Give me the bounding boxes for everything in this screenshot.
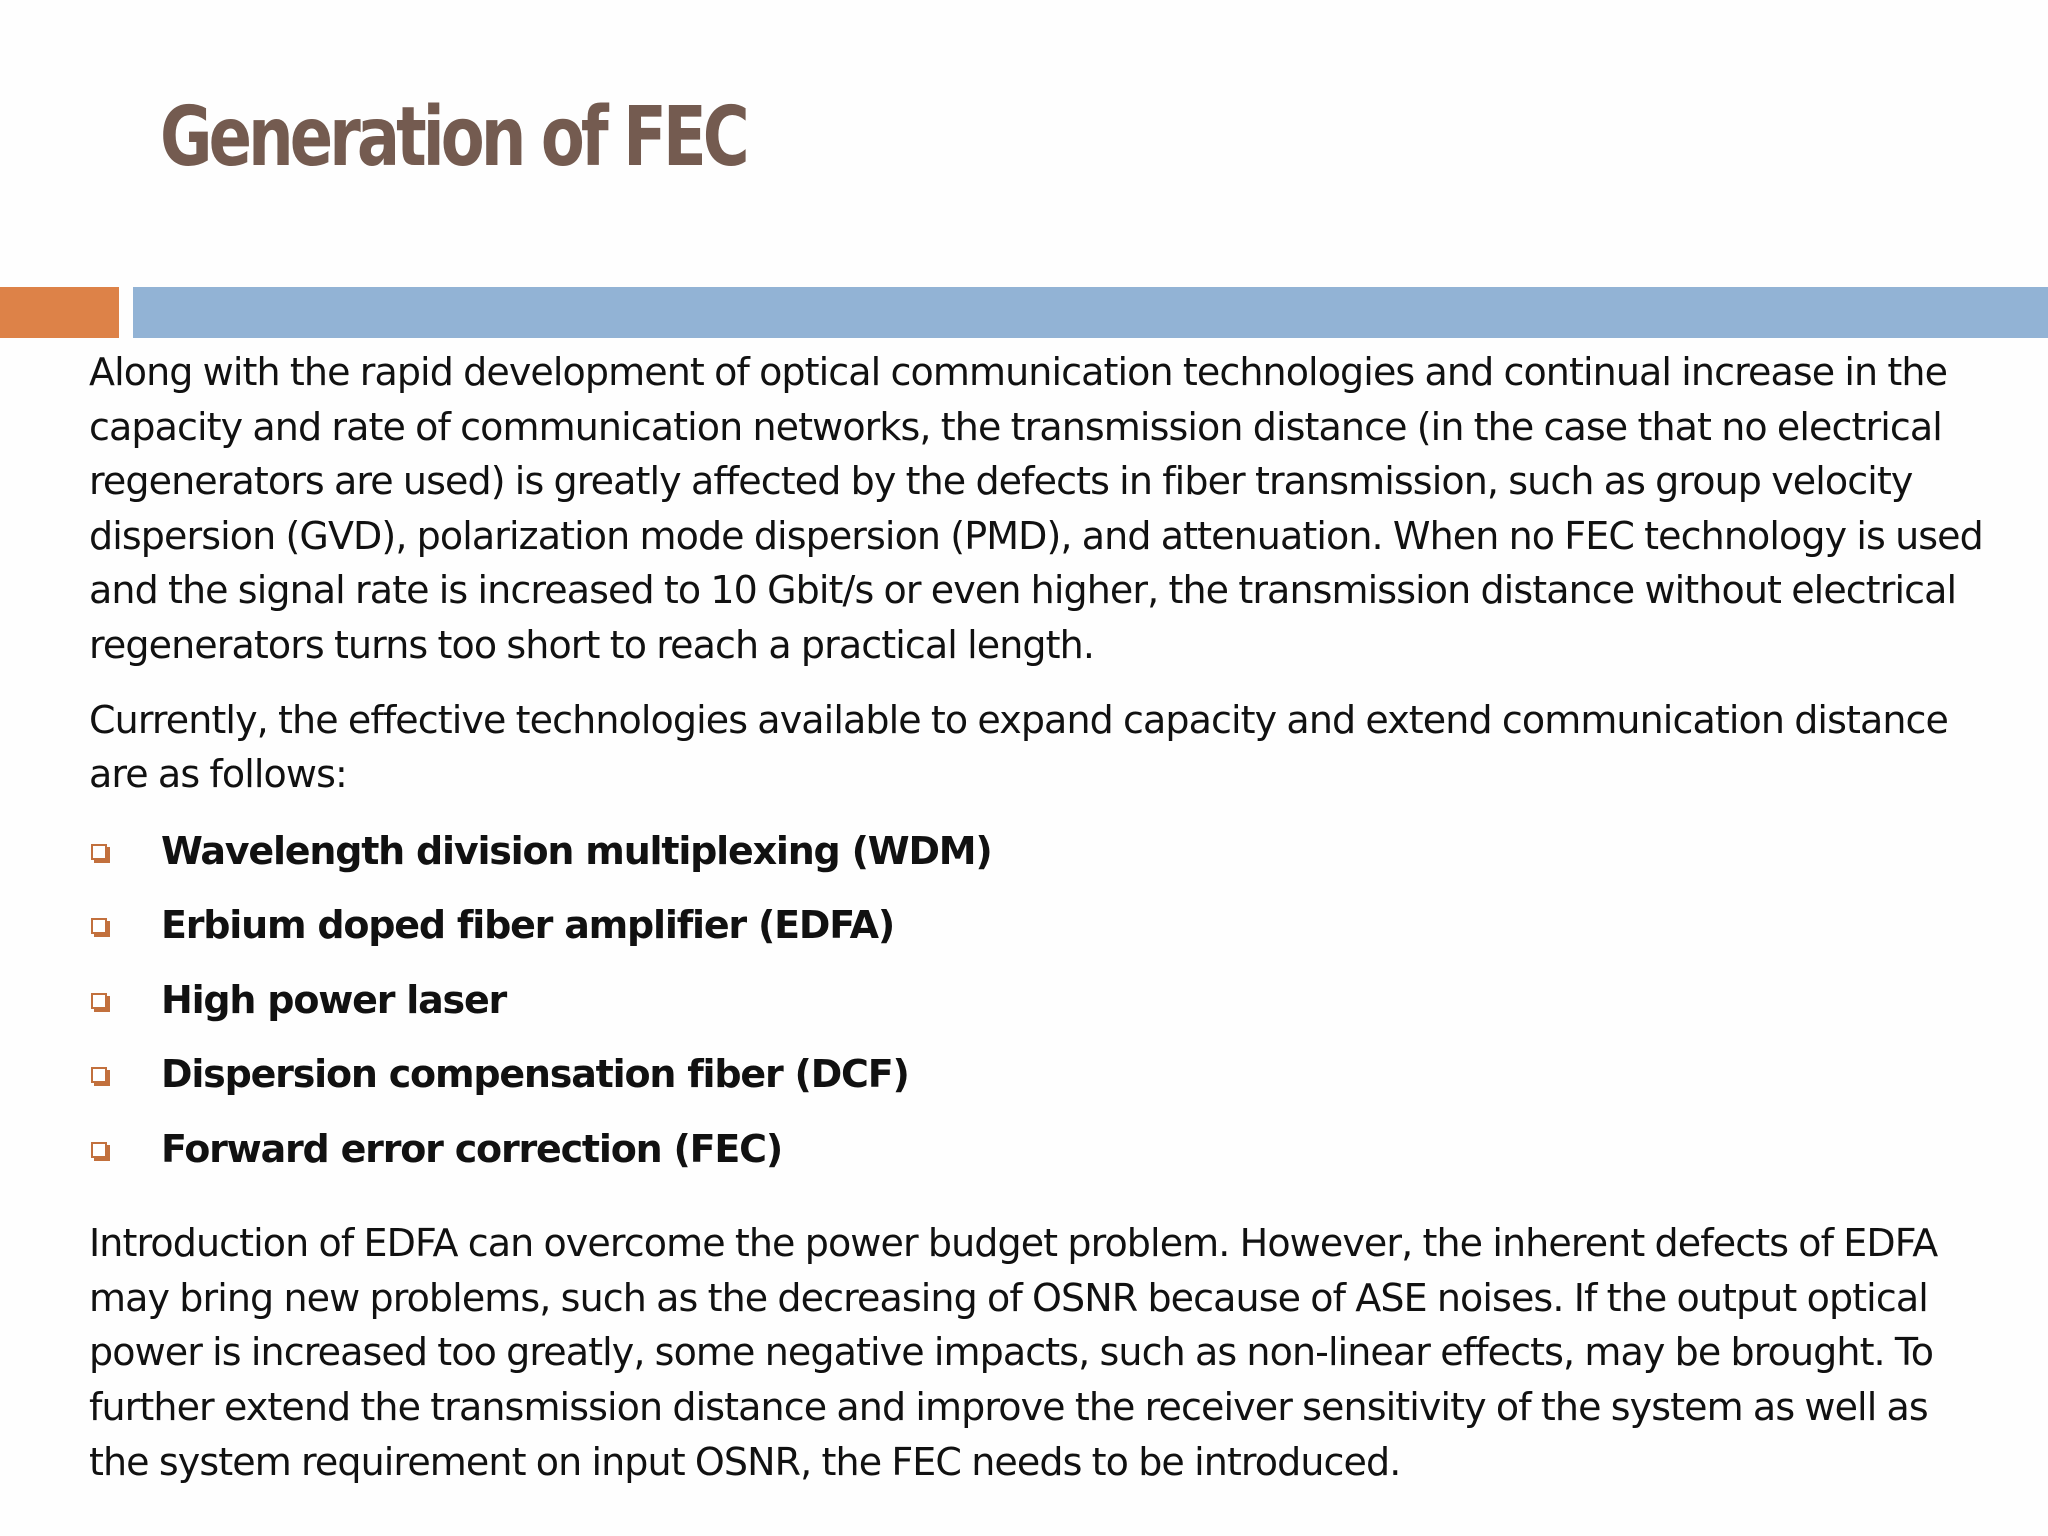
- list-item: [89, 898, 1989, 973]
- list-item: [89, 1122, 1989, 1197]
- technologies-intro-paragraph: Currently, the effective technologies available to expand capacity and extend communication distance are as follows:: [89, 697, 1949, 797]
- list-item-label: Forward error correction (FEC): [161, 1126, 783, 1171]
- conclusion-paragraph: Introduction of EDFA can overcome the power budget problem. However, the inherent defects of EDFA may bring new problems, such as the decreasing of OSNR because of ASE noises. If the output optical power is increased too greatly, some negative impacts, such as non-linear effects, may be brought. To further extend the transmission distance and improve the receiver sensitivity of the system as well as the system requirement on input OSNR, the FEC needs to be introduced.: [89, 1221, 1938, 1484]
- list-item-label: High power laser: [161, 977, 507, 1022]
- list-item: [89, 973, 1989, 1048]
- accent-bar-orange: [0, 287, 119, 338]
- square-bullet-icon: [91, 1142, 107, 1158]
- accent-bar-blue: [133, 287, 2048, 338]
- square-bullet-icon: [91, 1067, 107, 1083]
- technology-list: [89, 824, 1989, 1197]
- intro-paragraph: Along with the rapid development of optical communication technologies and continual increase in the capacity and rate of communication networks, the transmission distance (in the case that no electrical regenerators are used) is greatly affected by the defects in fiber transmission, such as group velocity dispersion (GVD), polarization mode dispersion (PMD), and attenuation. When no FEC technology is used and the signal rate is increased to 10 Gbit/s or even higher, the transmission distance without electrical regenerators turns too short to reach a practical length.: [89, 350, 1983, 667]
- list-item-label: Erbium doped fiber amplifier (EDFA): [161, 903, 895, 948]
- square-bullet-icon: [91, 844, 107, 860]
- square-bullet-icon: [91, 993, 107, 1009]
- list-item-label: Dispersion compensation fiber (DCF): [161, 1052, 909, 1097]
- slide-title: Generation of FEC: [160, 90, 746, 185]
- list-item-label: Wavelength division multiplexing (WDM): [161, 828, 992, 873]
- list-item: [89, 1047, 1989, 1122]
- square-bullet-icon: [91, 918, 107, 934]
- slide-body: [89, 345, 1989, 1489]
- list-item: [89, 824, 1989, 899]
